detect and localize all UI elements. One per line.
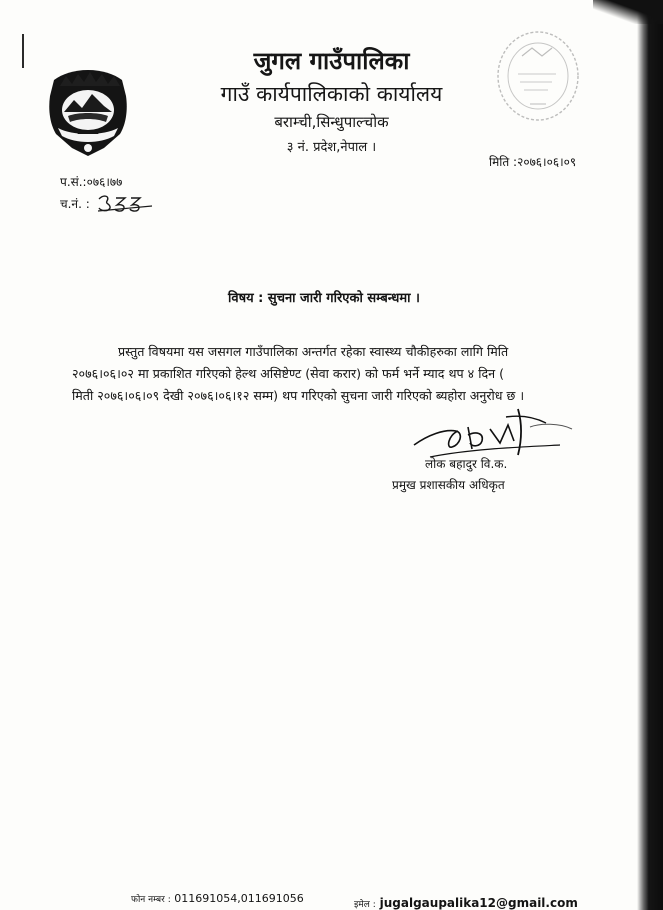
- phone-label: फोन नम्बर :: [131, 895, 171, 905]
- scan-corner-shadow: [593, 0, 663, 24]
- municipality-name: जुगल गाउँपालिका: [253, 47, 410, 75]
- signatory-title: प्रमुख प्रशासकीय अधिकृत: [392, 478, 505, 492]
- office-name: गाउँ कार्यपालिकाको कार्यालय: [220, 82, 443, 106]
- office-province: ३ नं. प्रदेश,नेपाल ।: [286, 140, 377, 155]
- footer-email: [354, 896, 578, 910]
- dispatch-reference: [60, 193, 156, 216]
- letter-body: [72, 341, 608, 407]
- signatory-name: लोक बहादुर वि.क.: [425, 457, 508, 471]
- office-location: बराम्ची,सिन्धुपाल्चोक: [274, 113, 389, 131]
- handwritten-dispatch-number: [96, 193, 156, 216]
- fiscal-reference: प.सं.:०७६।७७: [60, 175, 123, 189]
- email-label: इमेल :: [354, 900, 376, 910]
- body-line: प्रस्तुत विषयमा यस जसगल गाउँपालिका अन्तर्गत रहेका स्वास्थ्य चौकीहरुका लागि मिति: [118, 344, 509, 359]
- email-address[interactable]: jugalgaupalika12@gmail.com: [379, 896, 578, 910]
- letter-date: मिति :२०७६।०६।०९: [489, 155, 577, 169]
- footer-phone: [131, 892, 304, 905]
- dispatch-label: च.नं. :: [60, 197, 90, 211]
- body-line: २०७६।०६।०२ मा प्रकाशित गरिएको हेल्थ असिष्टेण्ट (सेवा करार) को फर्म भर्ने म्याद थप ४ दिन (: [72, 366, 505, 381]
- letter-subject: विषय : सुचना जारी गरिएको सम्बन्धमा ।: [228, 291, 420, 306]
- body-line: मिती २०७६।०६।०९ देखी २०७६।०६।१२ सम्म) थप गरिएको सुचना जारी गरिएको ब्यहोरा अनुरोध छ ।: [72, 388, 525, 403]
- phone-numbers: 011691054,011691056: [174, 892, 304, 905]
